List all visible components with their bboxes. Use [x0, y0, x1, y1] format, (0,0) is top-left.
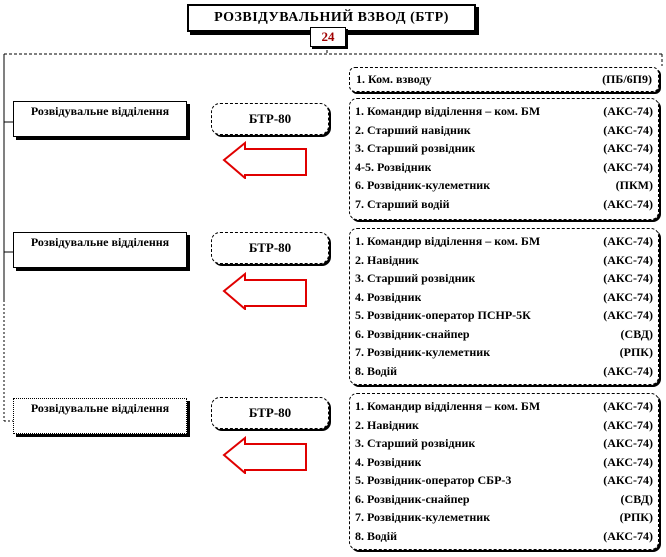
personnel-count: 24	[310, 27, 346, 47]
member-row: 7. Розвідник-кулеметник (РПК)	[355, 510, 653, 524]
member-row: 1. Командир відділення – ком. БМ (АКС-74)	[355, 399, 653, 413]
squad-1-members	[349, 98, 659, 220]
member-row: 4. Розвідник (АКС-74)	[355, 289, 653, 304]
member-row: 6. Розвідник-снайпер (СВД)	[355, 326, 653, 341]
member-row: 5. Розвідник-оператор ПСНР-5К (АКС-74)	[355, 308, 653, 322]
member-row: 2. Навідник (АКС-74)	[355, 417, 653, 432]
member-row: 8. Водій (АКС-74)	[355, 528, 653, 543]
member-row: 8. Водій (АКС-74)	[355, 363, 653, 378]
squad-1-label: Розвідувальне відділення	[13, 101, 187, 137]
member-row: 3. Старший розвідник (АКС-74)	[355, 141, 653, 155]
member-row: 4. Розвідник (АКС-74)	[355, 454, 653, 469]
squad-3-vehicle: БТР-80	[211, 397, 329, 429]
commander-name: 1. Ком. взводу	[356, 72, 432, 86]
member-row: 3. Старший розвідник (АКС-74)	[355, 271, 653, 285]
member-row: 6. Розвідник-кулеметник (ПКМ)	[355, 178, 653, 192]
squad-2-label: Розвідувальне відділення	[13, 232, 187, 268]
commander-weapon: (ПБ/6П9)	[602, 72, 652, 86]
squad-2-members	[349, 228, 659, 385]
squad-1-vehicle: БТР-80	[211, 103, 329, 135]
member-row: 4-5. Розвідник (АКС-74)	[355, 159, 653, 174]
member-row: 6. Розвідник-снайпер (СВД)	[355, 491, 653, 506]
member-row: 5. Розвідник-оператор СБР-3 (АКС-74)	[355, 473, 653, 487]
squad-3-members	[349, 393, 659, 550]
platoon-title: РОЗВІДУВАЛЬНИЙ ВЗВОД (БТР)	[187, 4, 476, 32]
squad-2-vehicle-arrow-icon	[222, 272, 308, 310]
member-row: 7. Розвідник-кулеметник (РПК)	[355, 345, 653, 359]
member-row: 1. Командир відділення – ком. БМ (АКС-74)	[355, 234, 653, 248]
squad-2-vehicle: БТР-80	[211, 232, 329, 264]
member-row: 1. Командир відділення – ком. БМ (АКС-74)	[355, 104, 653, 118]
platoon-commander	[349, 67, 659, 92]
member-row: 7. Старший водій (АКС-74)	[355, 196, 653, 211]
squad-3-vehicle-arrow-icon	[222, 436, 308, 474]
member-row: 2. Старший навідник (АКС-74)	[355, 122, 653, 137]
squad-1-vehicle-arrow-icon	[222, 141, 308, 179]
member-row: 2. Навідник (АКС-74)	[355, 252, 653, 267]
squad-3-label: Розвідувальне відділення	[13, 398, 187, 434]
member-row: 3. Старший розвідник (АКС-74)	[355, 436, 653, 450]
